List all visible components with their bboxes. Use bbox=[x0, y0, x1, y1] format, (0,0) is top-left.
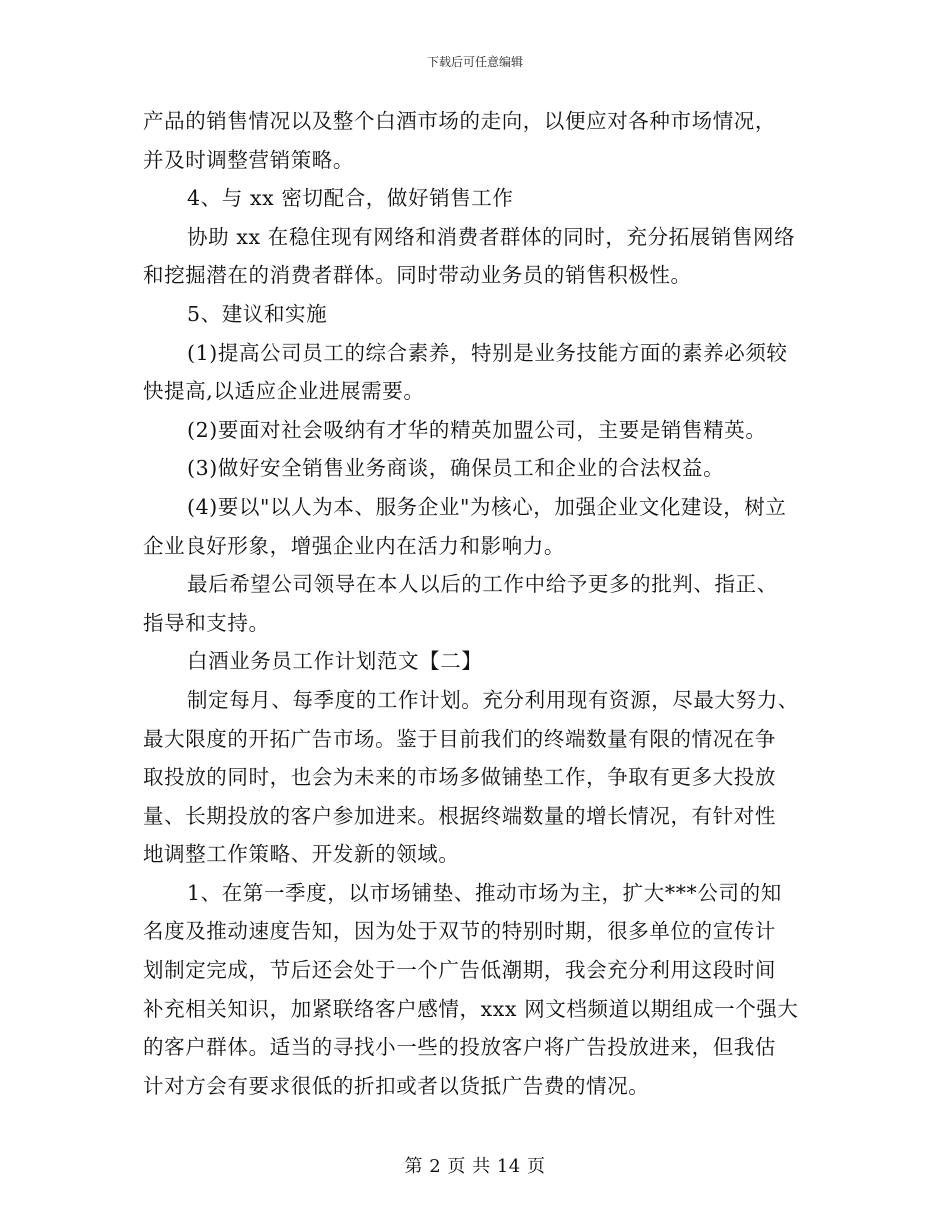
text-line: 划制定完成，节后还会处于一个广告低潮期，我会充分利用这段时间 bbox=[143, 958, 776, 983]
text-line: (2)要面对社会吸纳有才华的精英加盟公司，主要是销售精英。 bbox=[187, 417, 767, 442]
text-line: (3)做好安全销售业务商谈，确保员工和企业的合法权益。 bbox=[187, 456, 725, 481]
text-line: 的客户群体。适当的寻找小一些的投放客户将广告投放进来，但我估 bbox=[143, 1035, 776, 1060]
text-line: 计对方会有要求很低的折扣或者以货抵广告费的情况。 bbox=[143, 1073, 650, 1098]
page-footer: 第 2 页 共 14 页 bbox=[404, 1156, 546, 1177]
text-line: 取投放的同时，也会为未来的市场多做铺垫工作，争取有更多大投放 bbox=[143, 765, 776, 790]
page-header: 下载后可任意编辑 bbox=[426, 55, 523, 69]
text-line: 最后希望公司领导在本人以后的工作中给予更多的批判、指正、 bbox=[187, 572, 778, 597]
text-line: (1)提高公司员工的综合素养，特别是业务技能方面的素养必须较 bbox=[187, 340, 788, 365]
text-line: 最大限度的开拓广告市场。鉴于目前我们的终端数量有限的情况在争 bbox=[143, 726, 776, 751]
text-line: 地调整工作策略、开发新的领域。 bbox=[143, 842, 460, 867]
text-line: 和挖掘潜在的消费者群体。同时带动业务员的销售积极性。 bbox=[143, 263, 692, 288]
document-body bbox=[143, 102, 823, 1105]
text-line: 量、长期投放的客户参加进来。根据终端数量的增长情况，有针对性 bbox=[143, 803, 776, 828]
text-line: 快提高,以适应企业进展需要。 bbox=[143, 379, 425, 404]
text-line: 1、在第一季度，以市场铺垫、推动市场为主，扩大***公司的知 bbox=[187, 880, 782, 905]
text-line: 并及时调整营销策略。 bbox=[143, 147, 354, 172]
section-heading: 4、与 xx 密切配合，做好销售工作 bbox=[187, 186, 514, 211]
text-line: 名度及推动速度告知，因为处于双节的特别时期，很多单位的宣传计 bbox=[143, 919, 776, 944]
section-heading: 5、建议和实施 bbox=[187, 301, 328, 326]
text-line: 产品的销售情况以及整个白酒市场的走向，以便应对各种市场情况， bbox=[143, 109, 776, 133]
section-title: 白酒业务员工作计划范文【二】 bbox=[187, 649, 483, 674]
text-line: 指导和支持。 bbox=[143, 610, 270, 635]
text-line: 制定每月、每季度的工作计划。充分利用现有资源，尽最大努力、 bbox=[187, 687, 799, 712]
text-line: 企业良好形象，增强企业内在活力和影响力。 bbox=[143, 533, 565, 558]
text-line: 协助 xx 在稳住现有网络和消费者群体的同时，充分拓展销售网络 bbox=[187, 224, 796, 249]
text-line: 补充相关知识，加紧联络客户感情，xxx 网文档频道以期组成一个强大 bbox=[143, 996, 799, 1021]
text-line: (4)要以"以人为本、服务企业"为核心，加强企业文化建设，树立 bbox=[187, 494, 787, 519]
